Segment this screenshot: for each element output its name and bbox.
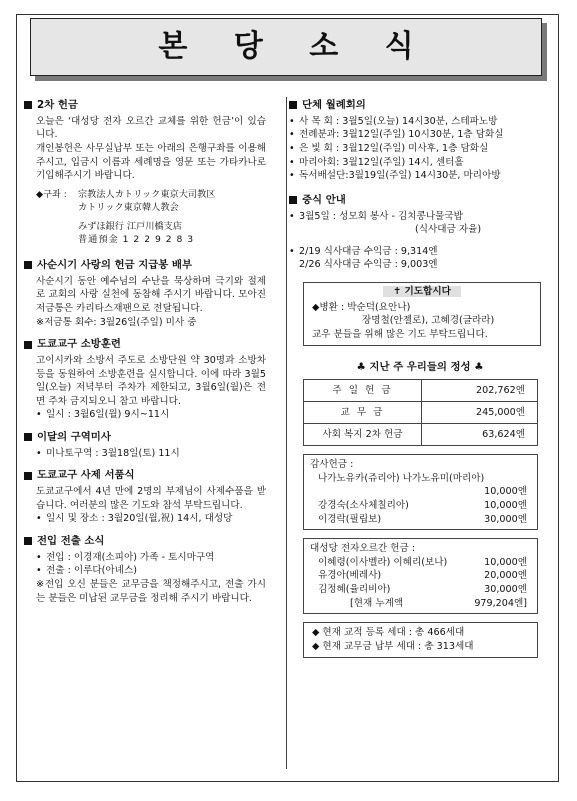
section-second-offering	[24, 98, 266, 246]
prayer-box	[303, 282, 541, 346]
section-lunch	[289, 193, 551, 272]
paragraph: 도쿄교구에서 4년 만에 2명의 부제님이 사제수품을 받습니다. 여러분의 많은 기도와 참석 부탁드립니다.	[36, 486, 266, 511]
paragraph: 고이시카와 소방서 주도로 소방단원 약 30명과 소방차 등을 동원하여 소방훈련을 실시합니다. 이에 따라 3월5일(오늘) 저녁부터 주차가 제한되고, 3월6일(월)은 전면 주차 금지되오니 참고 바랍니다.	[36, 355, 266, 407]
list-item: • 전출 : 이루다(아녜스)	[36, 565, 137, 577]
list-item: • 일시 : 3월6일(월) 9시~11시	[36, 409, 170, 421]
square-bullet-icon	[24, 261, 32, 269]
section-monthly-meetings	[289, 98, 551, 183]
prayer-line: 교우 분들을 위해 많은 기도 부탁드립니다.	[312, 328, 488, 340]
paragraph: 오늘은 ‘대성당 전자 오르간 교체를 위한 헌금’이 있습니다.	[36, 115, 266, 141]
box-title: 감사헌금 :	[310, 459, 354, 471]
paragraph: 개인봉헌은 사무실납부 또는 아래의 은행구좌를 이용해 주시고, 입금시 이름과 세례명을 영문 또는 가타카나로 기입해주시기 바랍니다.	[36, 142, 266, 182]
list-item: 2/26 식사대금 수익금 : 9,003엔	[299, 259, 438, 271]
section-title: 2차 헌금	[37, 99, 78, 111]
section-ordination	[24, 468, 266, 526]
right-column	[289, 98, 551, 658]
square-bullet-icon	[289, 101, 297, 109]
table-row	[304, 424, 538, 446]
donor-name: 김정혜(율리비아)	[318, 584, 391, 596]
list-item: • 전입 : 이경재(소피아) 가족 - 토시마구역	[36, 551, 215, 563]
organ-offering-box	[303, 538, 538, 614]
section-title: 사순시기 사랑의 헌금 지급봉 배부	[37, 259, 192, 272]
column-divider	[286, 97, 287, 769]
table-row	[304, 402, 538, 424]
list-item: • 미나토구역 : 3월18일(토) 11시	[36, 447, 180, 459]
donor-amount: 30,000엔	[484, 513, 527, 525]
note: ※전입 오신 분들은 교무금을 책정해주시고, 전출 가시는 분들은 미납된 교무금을 정리해 주시기 바랍니다.	[36, 579, 266, 604]
list-item: • 독서배설단:3월19일(주일) 14시30분, 마리아방	[289, 170, 501, 182]
thanks-offering-box	[303, 454, 538, 530]
square-bullet-icon	[24, 472, 32, 480]
section-title: 단체 월례회의	[302, 99, 366, 111]
table-cell-label: 교 무 금	[304, 402, 422, 424]
donor-name: 이경락(필립보)	[318, 513, 382, 525]
household-count-box	[303, 622, 538, 657]
square-bullet-icon	[24, 341, 32, 349]
paragraph: 사순시기 동안 예수님의 수난을 묵상하며 극기와 절제로 교회의 사랑 실천에 동참해 주시기 바랍니다. 모아진 저금통은 카리타스재팬으로 전달됩니다.	[36, 275, 266, 315]
donor-name: 강경숙(소사체칠리아)	[318, 500, 409, 512]
finance-title: ♣ 지난 주 우리들의 정성 ♣	[356, 361, 484, 374]
prayer-title: ✝ 기도합시다	[383, 286, 461, 297]
donor-amount: 10,000엔	[484, 500, 527, 512]
section-lent-savings	[24, 258, 266, 329]
left-column	[24, 98, 266, 613]
table-cell-amount: 245,000엔	[422, 402, 538, 424]
section-fire-drill	[24, 337, 266, 422]
list-item: • 전례분과: 3월12일(주일) 10시30분, 1층 담화실	[289, 129, 504, 141]
account-label: ◆구좌 :	[36, 188, 67, 200]
square-bullet-icon	[24, 101, 32, 109]
list-item-note: (식사대금 자율)	[415, 224, 482, 236]
list-item: • 마리아회: 3월12일(주일) 14시, 센터홀	[289, 156, 464, 168]
donor-amount: 20,000엔	[484, 570, 527, 582]
square-bullet-icon	[24, 537, 32, 545]
donor-name: 이혜령(이사벨라) 이혜리(보나)	[318, 556, 448, 568]
finance-table	[303, 379, 538, 446]
list-item: • 2/19 식사대금 수익금 : 9,314엔	[289, 245, 438, 257]
section-title: 도쿄교구 사제 서품식	[37, 469, 135, 482]
list-item: • 일시 및 장소 : 3월20일(월,祝) 14시, 대성당	[36, 513, 233, 525]
table-cell-amount: 63,624엔	[422, 424, 538, 446]
prayer-line: 장명철(안젤로), 고혜경(글라라)	[362, 315, 495, 327]
section-title: 중식 안내	[302, 193, 346, 206]
square-bullet-icon	[24, 433, 32, 441]
donor-amount: 30,000엔	[484, 584, 527, 596]
donor-amount: 10,000엔	[484, 556, 527, 568]
section-title: 이달의 구역미사	[37, 431, 111, 444]
account-line: カトリック東京韓人教会	[78, 201, 179, 213]
donor-amount: 10,000엔	[484, 486, 527, 498]
section-title: 도쿄교구 소방훈련	[37, 338, 121, 351]
account-line: 宗教法人カトリック東京大司教区	[78, 188, 216, 200]
list-item: • 사 목 회 : 3월5일(오늘) 14시30분, 스테파노방	[289, 115, 498, 127]
table-cell-label: 주 일 헌 금	[304, 380, 422, 402]
list-item: • 3월5일 : 성모회 봉사 - 김치콩나물국밥	[289, 210, 463, 222]
section-district-mass	[24, 430, 266, 460]
table-cell-amount: 202,762엔	[422, 380, 538, 402]
table-cell-label: 사회 복지 2차 헌금	[304, 424, 422, 446]
page-title-box	[30, 18, 542, 76]
section-title: 전입 전출 소식	[37, 535, 105, 548]
page-title: 본 당 소 식	[158, 28, 432, 64]
donor-name: 유경아(베레사)	[318, 570, 382, 582]
box-title: 대성당 전자오르간 헌금 :	[310, 543, 416, 555]
table-row	[304, 380, 538, 402]
prayer-line: ◆병환 : 박순덕(요안나)	[312, 301, 411, 313]
donor-line: 나가노유카(쥬리아) 나가노유미(마리아)	[318, 472, 485, 484]
section-transfer-news	[24, 534, 266, 605]
list-item: • 은 빛 회 : 3월12일(주일) 미사후, 1층 담화실	[289, 142, 489, 154]
total-amount: 979,204엔]	[474, 597, 527, 609]
account-line: 普通預金 1 2 2 9 2 8 3	[78, 234, 195, 245]
count-line: ◆ 현재 교무금 납부 세대 : 총 313세대	[312, 640, 474, 652]
square-bullet-icon	[289, 196, 297, 204]
account-line: みずほ銀行 江戸川橋支店	[78, 220, 182, 232]
count-line: ◆ 현재 교적 등록 세대 : 총 466세대	[312, 627, 465, 639]
total-label: [현재 누계액	[350, 597, 404, 609]
bank-account	[24, 188, 266, 246]
note: ※저금통 회수: 3월26일(주일) 미사 중	[36, 316, 197, 328]
